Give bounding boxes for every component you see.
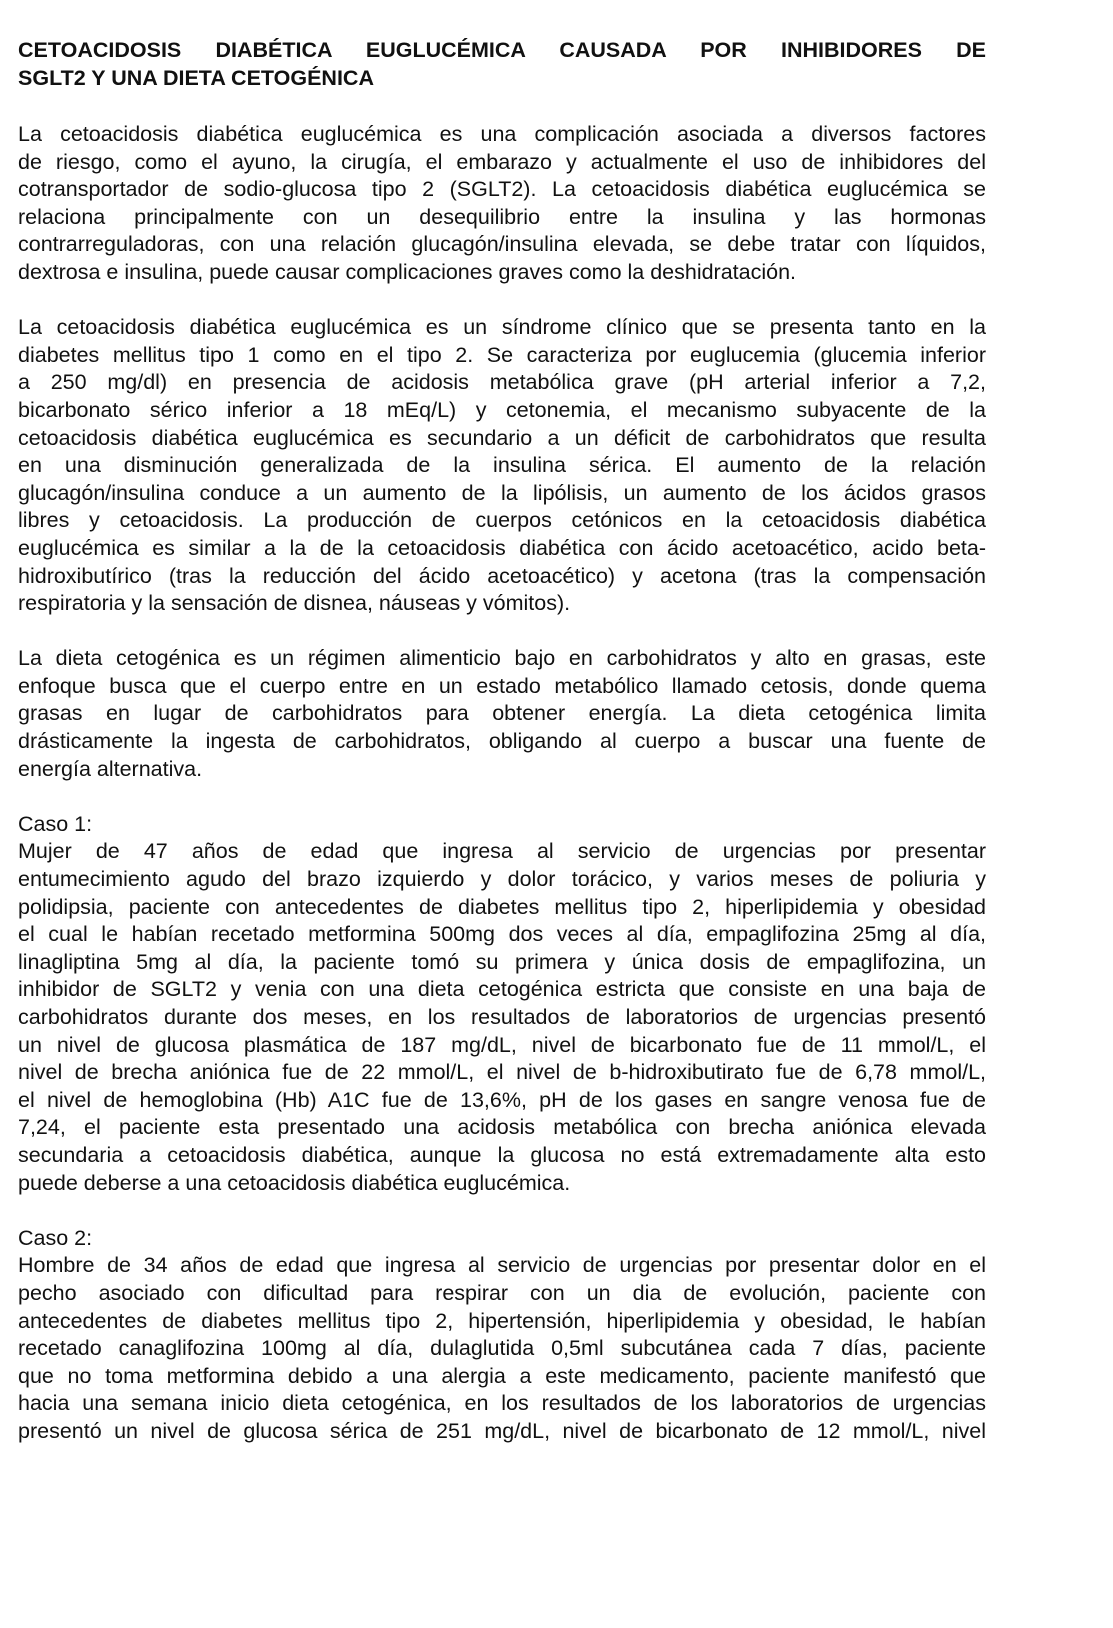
paragraph (18, 121, 986, 287)
title-line: SGLT2 Y UNA DIETA CETOGÉNICA (18, 66, 374, 90)
text-line: drásticamente la ingesta de carbohidratos, obligando al cuerpo a buscar una fuente de (18, 729, 986, 754)
text-line: glucagón/insulina conduce a un aumento de la lipólisis, un aumento de los ácidos grasos (18, 480, 986, 505)
text-line: cetoacidosis diabética euglucémica es secundario a un déficit de carbohidratos que resulta (18, 425, 986, 450)
text-line: diabetes mellitus tipo 1 como en el tipo 2. Se caracteriza por euglucemia (glucemia inferior (18, 342, 986, 367)
text-line: linagliptina 5mg al día, la paciente tomó su primera y única dosis de empaglifozina, un (18, 949, 986, 974)
text-line: La cetoacidosis diabética euglucémica es un síndrome clínico que se presenta tanto en la (18, 315, 986, 340)
text-line: nivel de brecha aniónica fue de 22 mmol/L, el nivel de b-hidroxibutirato fue de 6,78 mmol/L, (18, 1060, 986, 1085)
text-line: recetado canaglifozina 100mg al día, dulaglutida 0,5ml subcutánea cada 7 días, paciente (18, 1336, 986, 1361)
text-line: antecedentes de diabetes mellitus tipo 2, hipertensión, hiperlipidemia y obesidad, le habían (18, 1308, 986, 1333)
document-page (18, 36, 986, 1446)
text-line: Hombre de 34 años de edad que ingresa al servicio de urgencias por presentar dolor en el (18, 1253, 986, 1278)
case-heading: Caso 1: (18, 811, 93, 836)
case-heading: Caso 2: (18, 1225, 93, 1250)
document-body (18, 121, 986, 1446)
text-line: Mujer de 47 años de edad que ingresa al servicio de urgencias por presentar (18, 839, 986, 864)
text-line: entumecimiento agudo del brazo izquierdo y dolor torácico, y varios meses de poliuria y (18, 867, 986, 892)
text-line: carbohidratos durante dos meses, en los resultados de laboratorios de urgencias presentó (18, 1005, 986, 1029)
text-line: La dieta cetogénica es un régimen alimenticio bajo en carbohidratos y alto en grasas, este (18, 646, 986, 671)
text-line: La cetoacidosis diabética euglucémica es una complicación asociada a diversos factores (18, 122, 986, 146)
text-line: inhibidor de SGLT2 y venia con una dieta cetogénica estricta que consiste en una baja de (18, 977, 986, 1002)
text-line: libres y cetoacidosis. La producción de cuerpos cetónicos en la cetoacidosis diabética (18, 508, 986, 533)
case-section (18, 811, 986, 1197)
text-line: 7,24, el paciente esta presentado una acidosis metabólica con brecha aniónica elevada (18, 1115, 986, 1140)
text-line: presentó un nivel de glucosa sérica de 251 mg/dL, nivel de bicarbonato de 12 mmol/L, nivel (18, 1418, 986, 1443)
text-line: secundaria a cetoacidosis diabética, aunque la glucosa no está extremadamente alta esto (18, 1142, 986, 1167)
text-line: hacia una semana inicio dieta cetogénica, en los resultados de los laboratorios de urgencias (18, 1391, 986, 1416)
case-section (18, 1225, 986, 1446)
paragraph (18, 645, 986, 783)
text-line: bicarbonato sérico inferior a 18 mEq/L) y cetonemia, el mecanismo subyacente de la (18, 397, 986, 422)
text-line: cotransportador de sodio-glucosa tipo 2 (SGLT2). La cetoacidosis diabética euglucémica se (18, 177, 986, 202)
text-line: pecho asociado con dificultad para respirar con un dia de evolución, paciente con (18, 1280, 986, 1305)
text-line: el nivel de hemoglobina (Hb) A1C fue de 13,6%, pH de los gases en sangre venosa fue de (18, 1087, 986, 1112)
text-line: hidroxibutírico (tras la reducción del ácido acetoacético) y acetona (tras la compensación (18, 563, 986, 588)
text-line: dextrosa e insulina, puede causar complicaciones graves como la deshidratación. (18, 259, 797, 284)
text-line: en una disminución generalizada de la insulina sérica. El aumento de la relación (18, 453, 986, 478)
text-line: respiratoria y la sensación de disnea, náuseas y vómitos). (18, 591, 571, 616)
text-line: polidipsia, paciente con antecedentes de diabetes mellitus tipo 2, hiperlipidemia y obesidad (18, 894, 986, 919)
document-title (18, 36, 986, 92)
text-line: contrarreguladoras, con una relación glucagón/insulina elevada, se debe tratar con líquidos, (18, 232, 986, 257)
text-line: grasas en lugar de carbohidratos para obtener energía. La dieta cetogénica limita (18, 701, 986, 726)
text-line: enfoque busca que el cuerpo entre en un estado metabólico llamado cetosis, donde quema (18, 673, 986, 698)
text-line: de riesgo, como el ayuno, la cirugía, el embarazo y actualmente el uso de inhibidores del (18, 149, 986, 174)
paragraph (18, 314, 986, 618)
text-line: relaciona principalmente con un desequilibrio entre la insulina y las hormonas (18, 204, 986, 229)
text-line: energía alternativa. (18, 756, 203, 781)
text-line: que no toma metformina debido a una alergia a este medicamento, paciente manifestó que (18, 1363, 986, 1388)
text-line: un nivel de glucosa plasmática de 187 mg/dL, nivel de bicarbonato fue de 11 mmol/L, el (18, 1032, 986, 1057)
text-line: euglucémica es similar a la de la cetoacidosis diabética con ácido acetoacético, acido beta- (18, 535, 986, 560)
text-line: a 250 mg/dl) en presencia de acidosis metabólica grave (pH arterial inferior a 7,2, (18, 370, 986, 395)
text-line: puede deberse a una cetoacidosis diabética euglucémica. (18, 1170, 571, 1195)
title-line: CETOACIDOSIS DIABÉTICA EUGLUCÉMICA CAUSADA POR INHIBIDORES DE (18, 38, 986, 62)
text-line: el cual le habían recetado metformina 500mg dos veces al día, empaglifozina 25mg al día, (18, 922, 986, 947)
